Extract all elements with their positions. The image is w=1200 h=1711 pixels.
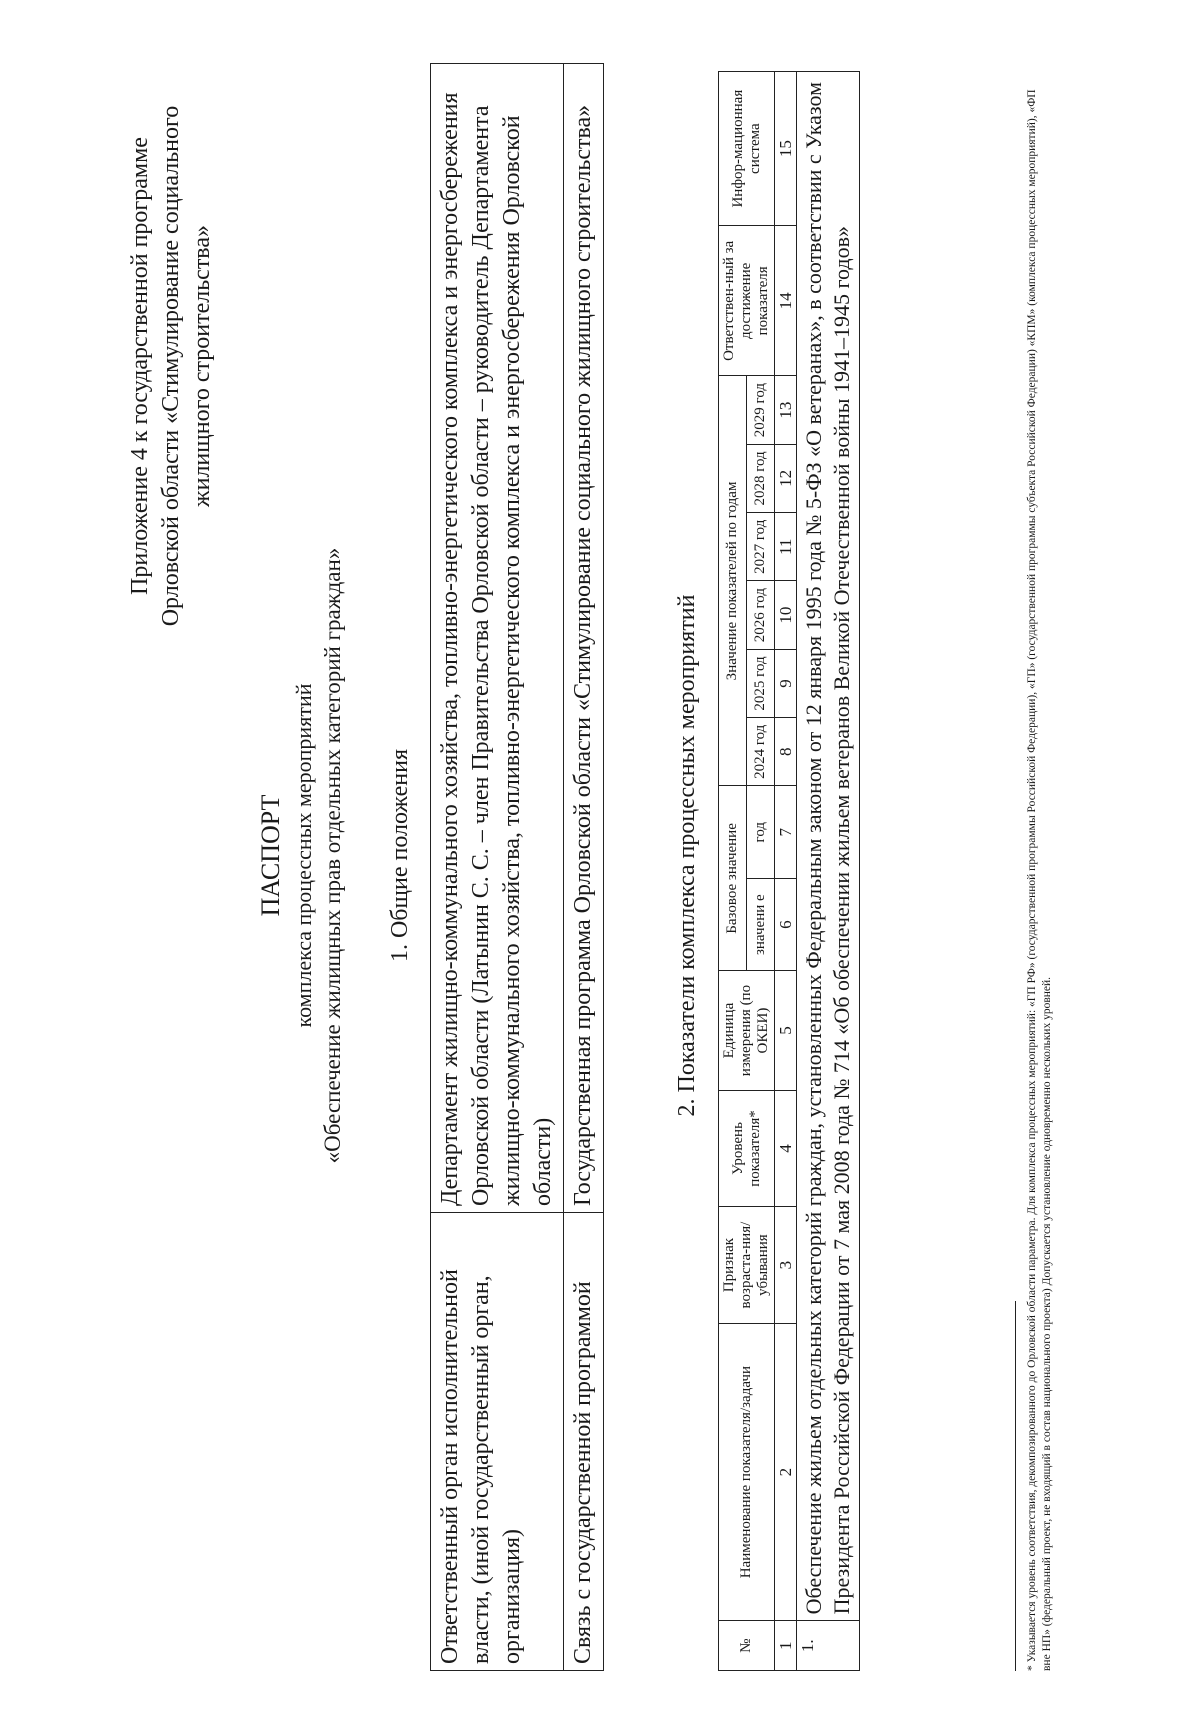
task-text: Обеспечение жильем отдельных категорий граждан, установленных Федеральным законом от 12 января 1995 года № 5-ФЗ «О ветеранах», в соответствии с Указом Президента Российской Федерации от 7 мая 2008 года № 714 «Об обеспечении жильем ветеранов Великой Отечественной войны 1941–1945 годов»: [797, 72, 860, 1621]
column-number: 1: [775, 1621, 797, 1671]
table-row: [564, 64, 604, 1671]
column-number: 3: [775, 1207, 797, 1324]
column-number: 15: [775, 72, 797, 226]
footnote-divider: [1015, 1301, 1016, 1671]
col-years-group-header: Значение показателей по годам: [719, 376, 747, 786]
column-number: 7: [775, 786, 797, 878]
col-year-2028-header: 2028 год: [747, 444, 775, 512]
col-sign-header: Признак возраста-ния/ убывания: [719, 1207, 775, 1324]
indicators-table: [718, 71, 860, 1671]
col-year-2024-header: 2024 год: [747, 718, 775, 786]
responsible-value: Департамент жилищно-коммунального хозяйства, топливно-энергетического комплекса и энергосбережения Орловской области (Латынин С. С. – член Правительства Орловской области – руководитель Департамента жилищно-коммунального хозяйства, топливно-энергетического комплекса и энергосбережения Орловской области): [431, 64, 564, 1213]
column-number: 6: [775, 878, 797, 970]
general-provisions-table: [430, 63, 604, 1671]
col-year-2025-header: 2025 год: [747, 649, 775, 717]
passport-title: ПАСПОРТ: [256, 794, 285, 917]
appendix-line-3: жилищного строительства»: [189, 225, 215, 507]
column-number: 13: [775, 376, 797, 444]
column-number: 12: [775, 444, 797, 512]
task-row: [797, 72, 860, 1671]
col-responsible-header: Ответствен-ный за достижение показателя: [719, 226, 775, 376]
column-number: 10: [775, 581, 797, 649]
col-unit-header: Единица измерения (по ОКЕИ): [719, 971, 775, 1090]
column-number: 9: [775, 649, 797, 717]
column-numbers-row: [775, 72, 797, 1671]
appendix-line-1: Приложение 4 к государственной программе: [127, 137, 153, 595]
column-number: 4: [775, 1090, 797, 1207]
col-year-2027-header: 2027 год: [747, 513, 775, 581]
col-year-2029-header: 2029 год: [747, 376, 775, 444]
column-number: 2: [775, 1323, 797, 1621]
col-year-2026-header: 2026 год: [747, 581, 775, 649]
appendix-line-2: Орловской области «Стимулирование социального: [158, 105, 184, 627]
passport-name: «Обеспечение жилищных прав отдельных категорий граждан»: [320, 547, 345, 1164]
column-number: 11: [775, 513, 797, 581]
section-1-title: 1. Общие положения: [387, 748, 413, 963]
section-2-title: 2. Показатели комплекса процессных мероприятий: [674, 594, 700, 1117]
col-base-year-header: год: [747, 786, 775, 878]
program-link-value: Государственная программа Орловской области «Стимулирование социального жилищного строительства»: [564, 64, 604, 1213]
program-link-label: Связь с государственной программой: [564, 1213, 604, 1671]
column-number: 5: [775, 971, 797, 1090]
appendix-header: [125, 41, 218, 691]
col-level-header: Уровень показателя*: [719, 1090, 775, 1207]
col-info-system-header: Инфор-мационная система: [719, 72, 775, 226]
footnote: * Указывается уровень соответствия, декомпозированного до Орловской области параметра. Для комплекса процессных мероприятий: «ГП РФ» (государственной программы Российской Федерации), «ГП» (государственной программы субъекта Российской Федерации) «КПМ» (комплекса процессных мероприятий), «ФП вне НП» (федеральный проект, не входящий в состав национального проекта) Допускается установление одновременно нескольких уровней.: [1026, 89, 1053, 1671]
responsible-label: Ответственный орган исполнительной власти, (иной государственный орган, организация): [431, 1213, 564, 1671]
col-base-header: Базовое значение: [719, 786, 747, 971]
task-number: 1.: [797, 1621, 860, 1671]
col-base-value-header: значени е: [747, 878, 775, 970]
column-number: 14: [775, 226, 797, 376]
header-row: [719, 72, 747, 1671]
table-row: [431, 64, 564, 1671]
column-number: 8: [775, 718, 797, 786]
passport-subtitle: комплекса процессных мероприятий: [291, 683, 316, 1028]
col-no-header: №: [719, 1621, 775, 1671]
col-name-header: Наименование показателя/задачи: [719, 1323, 775, 1621]
